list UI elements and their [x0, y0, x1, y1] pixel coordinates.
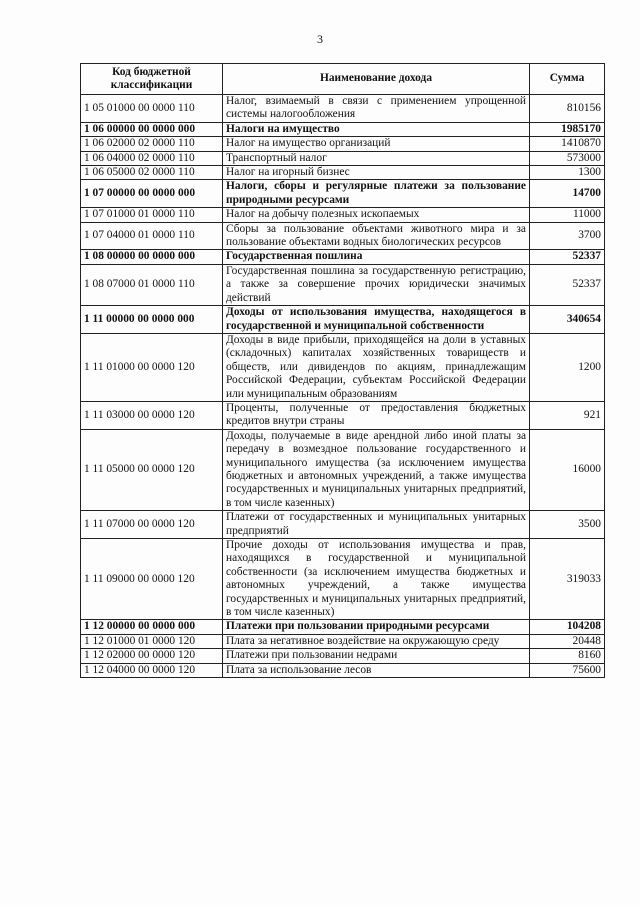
revenue-name-cell: Сборы за пользование объектами животного мира и за пользование объектами водных биологических ресурсов: [223, 222, 530, 250]
budget-code-cell: 1 08 07000 01 0000 110: [81, 264, 223, 305]
revenue-name-cell: Платежи при пользовании природными ресурсами: [223, 620, 530, 634]
budget-code-cell: 1 07 00000 00 0000 000: [81, 180, 223, 208]
header-sum: Сумма: [530, 64, 605, 95]
revenue-name-cell: Плата за негативное воздействие на окружающую среду: [223, 634, 530, 648]
revenue-name-cell: Плата за использование лесов: [223, 663, 530, 677]
budget-code-cell: 1 05 01000 00 0000 110: [81, 95, 223, 123]
revenue-name-cell: Прочие доходы от использования имущества и прав, находящихся в государственной и муниципальной собственности (за исключением имущества бюджетных и автономных учреждений, а также имущества государственных и муниципальных унитарных предприятий, в том числе казенных): [223, 539, 530, 620]
table-row: [81, 250, 605, 264]
table-row: [81, 166, 605, 180]
amount-cell: 1985170: [530, 122, 605, 136]
revenue-name-cell: Налог, взимаемый в связи с применением упрощенной системы налогообложения: [223, 95, 530, 123]
revenue-name-cell: Налог на игорный бизнес: [223, 166, 530, 180]
revenue-name-cell: Налог на имущество организаций: [223, 137, 530, 151]
amount-cell: 104208: [530, 620, 605, 634]
table-header-row: [81, 64, 605, 95]
table-row: [81, 95, 605, 123]
table-row: [81, 137, 605, 151]
amount-cell: 1300: [530, 166, 605, 180]
budget-code-cell: 1 12 00000 00 0000 000: [81, 620, 223, 634]
table-row: [81, 306, 605, 334]
amount-cell: 3500: [530, 511, 605, 539]
table-row: [81, 649, 605, 663]
revenue-name-cell: Налоги, сборы и регулярные платежи за пользование природными ресурсами: [223, 180, 530, 208]
amount-cell: 14700: [530, 180, 605, 208]
table-row: [81, 264, 605, 305]
table-row: [81, 208, 605, 222]
amount-cell: 1410870: [530, 137, 605, 151]
revenue-name-cell: Налоги на имущество: [223, 122, 530, 136]
amount-cell: 20448: [530, 634, 605, 648]
amount-cell: 340654: [530, 306, 605, 334]
amount-cell: 921: [530, 401, 605, 429]
revenue-name-cell: Транспортный налог: [223, 151, 530, 165]
amount-cell: 52337: [530, 250, 605, 264]
budget-code-cell: 1 06 04000 02 0000 110: [81, 151, 223, 165]
amount-cell: 3700: [530, 222, 605, 250]
header-code: Код бюджетной классификации: [81, 64, 223, 95]
table-row: [81, 222, 605, 250]
table-row: [81, 151, 605, 165]
table-row: [81, 180, 605, 208]
budget-code-cell: 1 07 04000 01 0000 110: [81, 222, 223, 250]
table-row: [81, 620, 605, 634]
budget-code-cell: 1 08 00000 00 0000 000: [81, 250, 223, 264]
budget-code-cell: 1 06 00000 00 0000 000: [81, 122, 223, 136]
budget-code-cell: 1 11 01000 00 0000 120: [81, 333, 223, 401]
budget-code-cell: 1 06 05000 02 0000 110: [81, 166, 223, 180]
revenue-name-cell: Налог на добычу полезных ископаемых: [223, 208, 530, 222]
table-row: [81, 333, 605, 401]
revenue-name-cell: Проценты, полученные от предоставления бюджетных кредитов внутри страны: [223, 401, 530, 429]
table-row: [81, 663, 605, 677]
budget-code-cell: 1 07 01000 01 0000 110: [81, 208, 223, 222]
table-row: [81, 634, 605, 648]
table-row: [81, 122, 605, 136]
revenue-table: [80, 63, 605, 678]
amount-cell: 319033: [530, 539, 605, 620]
table-row: [81, 401, 605, 429]
budget-code-cell: 1 11 00000 00 0000 000: [81, 306, 223, 334]
revenue-name-cell: Доходы в виде прибыли, приходящейся на доли в уставных (складочных) капиталах хозяйственных товариществ и обществ, или дивидендов по акциям, принадлежащим Российской Федерации, субъектам Российской Федерации или муниципальным образованиям: [223, 333, 530, 401]
revenue-name-cell: Доходы от использования имущества, находящегося в государственной и муниципальной собственности: [223, 306, 530, 334]
amount-cell: 8160: [530, 649, 605, 663]
budget-code-cell: 1 11 07000 00 0000 120: [81, 511, 223, 539]
budget-code-cell: 1 11 05000 00 0000 120: [81, 429, 223, 510]
amount-cell: 11000: [530, 208, 605, 222]
amount-cell: 810156: [530, 95, 605, 123]
revenue-name-cell: Государственная пошлина: [223, 250, 530, 264]
revenue-name-cell: Государственная пошлина за государственную регистрацию, а также за совершение прочих юридически значимых действий: [223, 264, 530, 305]
table-row: [81, 429, 605, 510]
header-name: Наименование дохода: [223, 64, 530, 95]
budget-code-cell: 1 12 02000 00 0000 120: [81, 649, 223, 663]
budget-code-cell: 1 12 04000 00 0000 120: [81, 663, 223, 677]
revenue-name-cell: Платежи от государственных и муниципальных унитарных предприятий: [223, 511, 530, 539]
page-number: 3: [317, 32, 323, 46]
amount-cell: 1200: [530, 333, 605, 401]
amount-cell: 52337: [530, 264, 605, 305]
amount-cell: 16000: [530, 429, 605, 510]
budget-code-cell: 1 06 02000 02 0000 110: [81, 137, 223, 151]
budget-code-cell: 1 11 03000 00 0000 120: [81, 401, 223, 429]
revenue-name-cell: Доходы, получаемые в виде арендной либо иной платы за передачу в возмездное пользование государственного и муниципального имущества (за исключением имущества бюджетных и автономных учреждений, а также имущества государственных и муниципальных унитарных предприятий, в том числе казенных): [223, 429, 530, 510]
table-row: [81, 539, 605, 620]
amount-cell: 573000: [530, 151, 605, 165]
amount-cell: 75600: [530, 663, 605, 677]
budget-code-cell: 1 11 09000 00 0000 120: [81, 539, 223, 620]
table-row: [81, 511, 605, 539]
revenue-name-cell: Платежи при пользовании недрами: [223, 649, 530, 663]
budget-code-cell: 1 12 01000 01 0000 120: [81, 634, 223, 648]
